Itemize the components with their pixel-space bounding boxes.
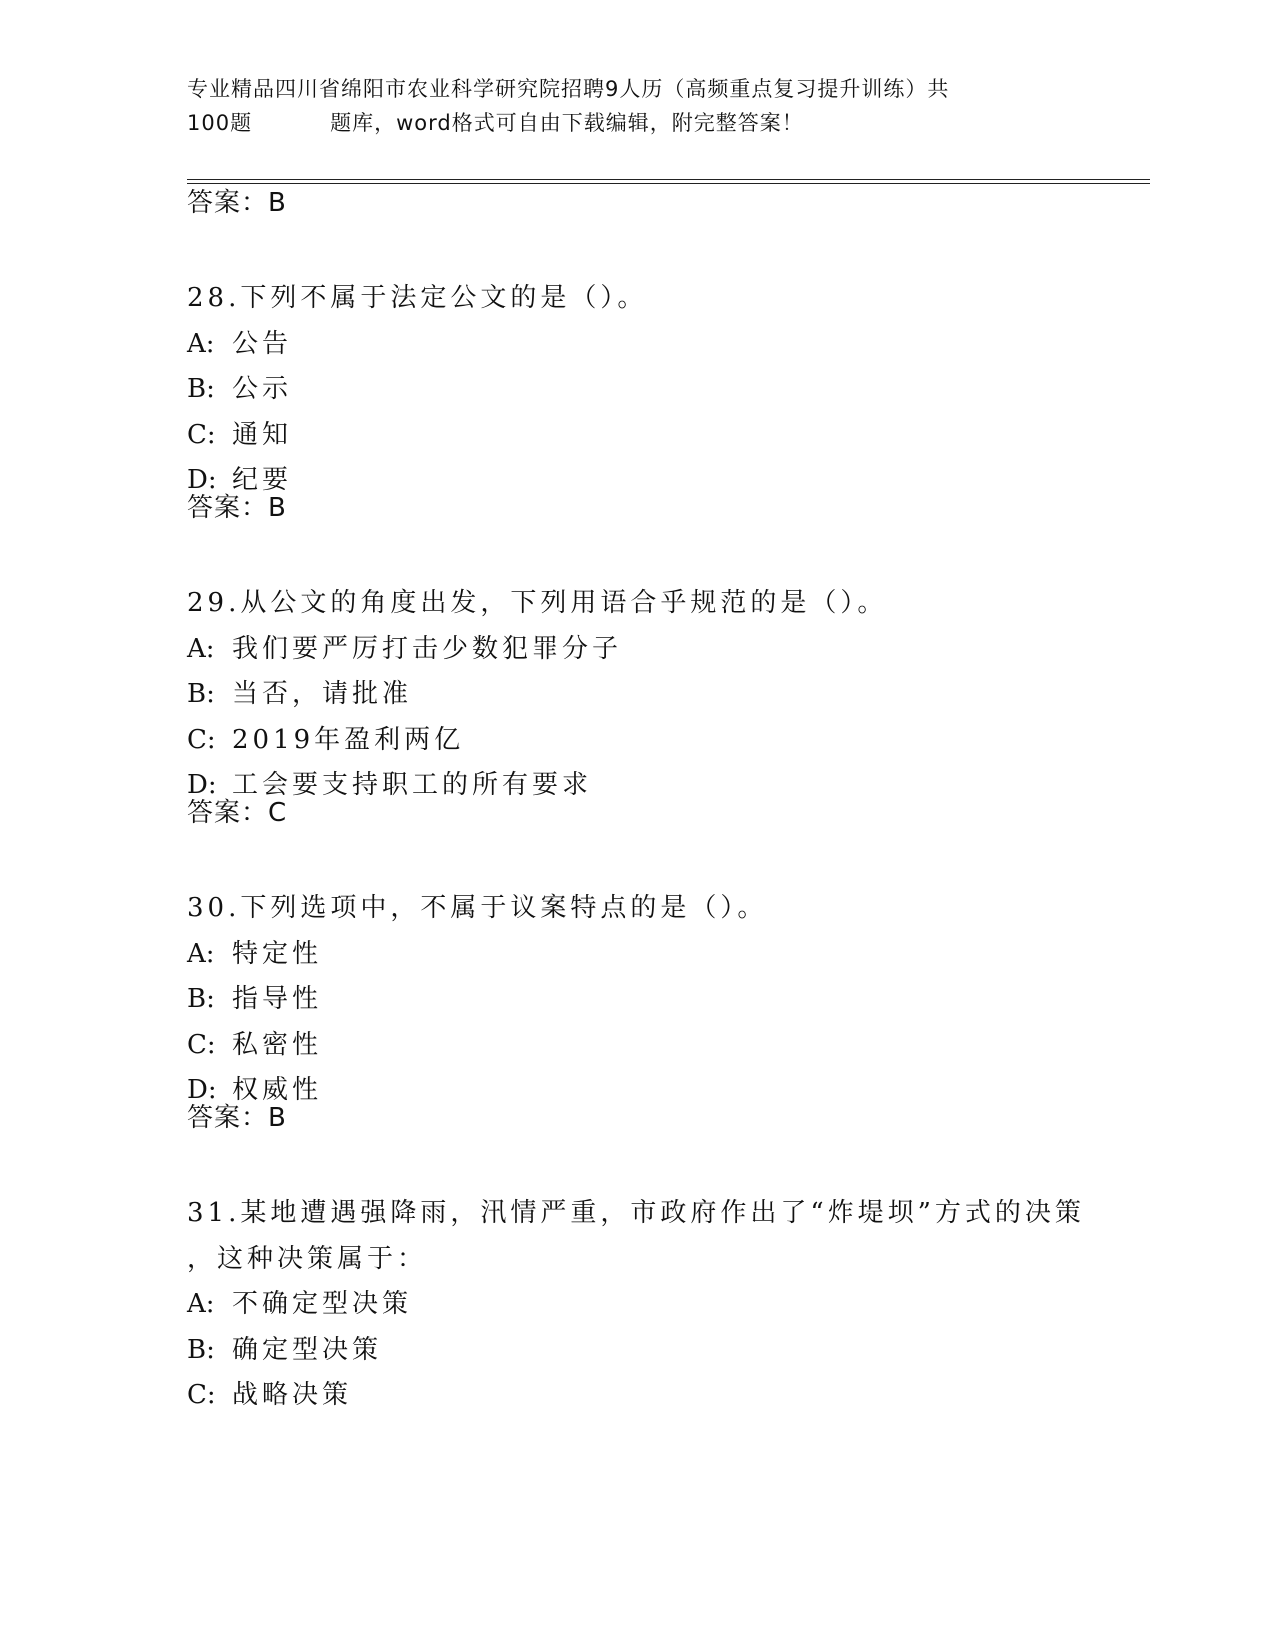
option-key: B: <box>187 374 215 404</box>
option-key: B: <box>187 679 215 709</box>
option-text: 特定性 <box>232 938 323 969</box>
option-text: 我们要严厉打击少数犯罪分子 <box>232 633 623 664</box>
option-key: A: <box>187 328 215 359</box>
option-text: 公示 <box>232 374 293 404</box>
question-stem: 29.从公文的角度出发，下列用语合乎规范的是（）。 <box>187 588 888 618</box>
option-text: 公告 <box>232 328 293 359</box>
question-29 <box>187 581 1087 809</box>
option-text: 工会要支持职工的所有要求 <box>232 770 593 800</box>
option-a <box>187 322 1087 368</box>
option-key: D: <box>187 1075 217 1105</box>
answer-28: 答案：B <box>187 493 287 523</box>
question-31 <box>187 1191 1087 1419</box>
option-key: D: <box>187 465 217 495</box>
option-b <box>187 977 1087 1023</box>
option-text: 战略决策 <box>232 1380 353 1410</box>
option-key: B: <box>187 984 215 1014</box>
header-title-line1: 专业精品四川省绵阳市农业科学研究院招聘9人历（高频重点复习提升训练）共 <box>187 77 950 101</box>
option-key: C: <box>187 724 216 755</box>
answer-29: 答案：C <box>187 798 288 828</box>
answer-30: 答案：B <box>187 1103 287 1133</box>
option-d <box>187 458 1087 504</box>
option-b <box>187 672 1087 718</box>
option-text: 当否，请批准 <box>232 679 413 709</box>
option-text: 权威性 <box>232 1075 323 1105</box>
option-text: 不确定型决策 <box>232 1289 413 1319</box>
option-text: 指导性 <box>232 984 323 1014</box>
option-a <box>187 1282 1087 1328</box>
option-key: A: <box>187 938 215 969</box>
option-a <box>187 627 1087 673</box>
header-divider <box>187 179 1150 184</box>
option-text: 2019年盈利两亿 <box>232 724 465 755</box>
answer-previous: 答案：B <box>187 188 287 218</box>
option-b <box>187 367 1087 413</box>
option-c <box>187 718 1087 764</box>
option-key: C: <box>187 1380 216 1410</box>
header-title-line2 <box>187 106 1087 140</box>
option-d <box>187 763 1087 809</box>
option-c <box>187 413 1087 459</box>
option-text: 私密性 <box>232 1029 323 1060</box>
question-stem: 28.下列不属于法定公文的是（）。 <box>187 283 648 313</box>
option-a <box>187 932 1087 978</box>
question-28 <box>187 276 1087 504</box>
question-stem: 31.某地遭遇强降雨，汛情严重，市政府作出了“炸堤坝”方式的决策 <box>187 1198 1085 1228</box>
option-key: A: <box>187 633 215 664</box>
page-header <box>187 72 1087 140</box>
option-key: C: <box>187 1029 216 1060</box>
option-d <box>187 1068 1087 1114</box>
option-text: 纪要 <box>232 465 293 495</box>
option-key: D: <box>187 770 217 800</box>
option-key: B: <box>187 1334 215 1365</box>
option-text: 确定型决策 <box>232 1334 383 1365</box>
option-b <box>187 1328 1087 1374</box>
option-key: C: <box>187 419 216 450</box>
question-30 <box>187 886 1087 1114</box>
option-key: A: <box>187 1289 215 1319</box>
option-c <box>187 1373 1087 1419</box>
question-stem-continued: ，这种决策属于： <box>187 1243 428 1274</box>
question-stem: 30.下列选项中，不属于议案特点的是（）。 <box>187 893 768 923</box>
option-c <box>187 1023 1087 1069</box>
header-description: 题库，word格式可自由下载编辑，附完整答案！ <box>330 111 804 135</box>
option-text: 通知 <box>232 419 293 450</box>
header-count: 100题 <box>187 111 253 135</box>
